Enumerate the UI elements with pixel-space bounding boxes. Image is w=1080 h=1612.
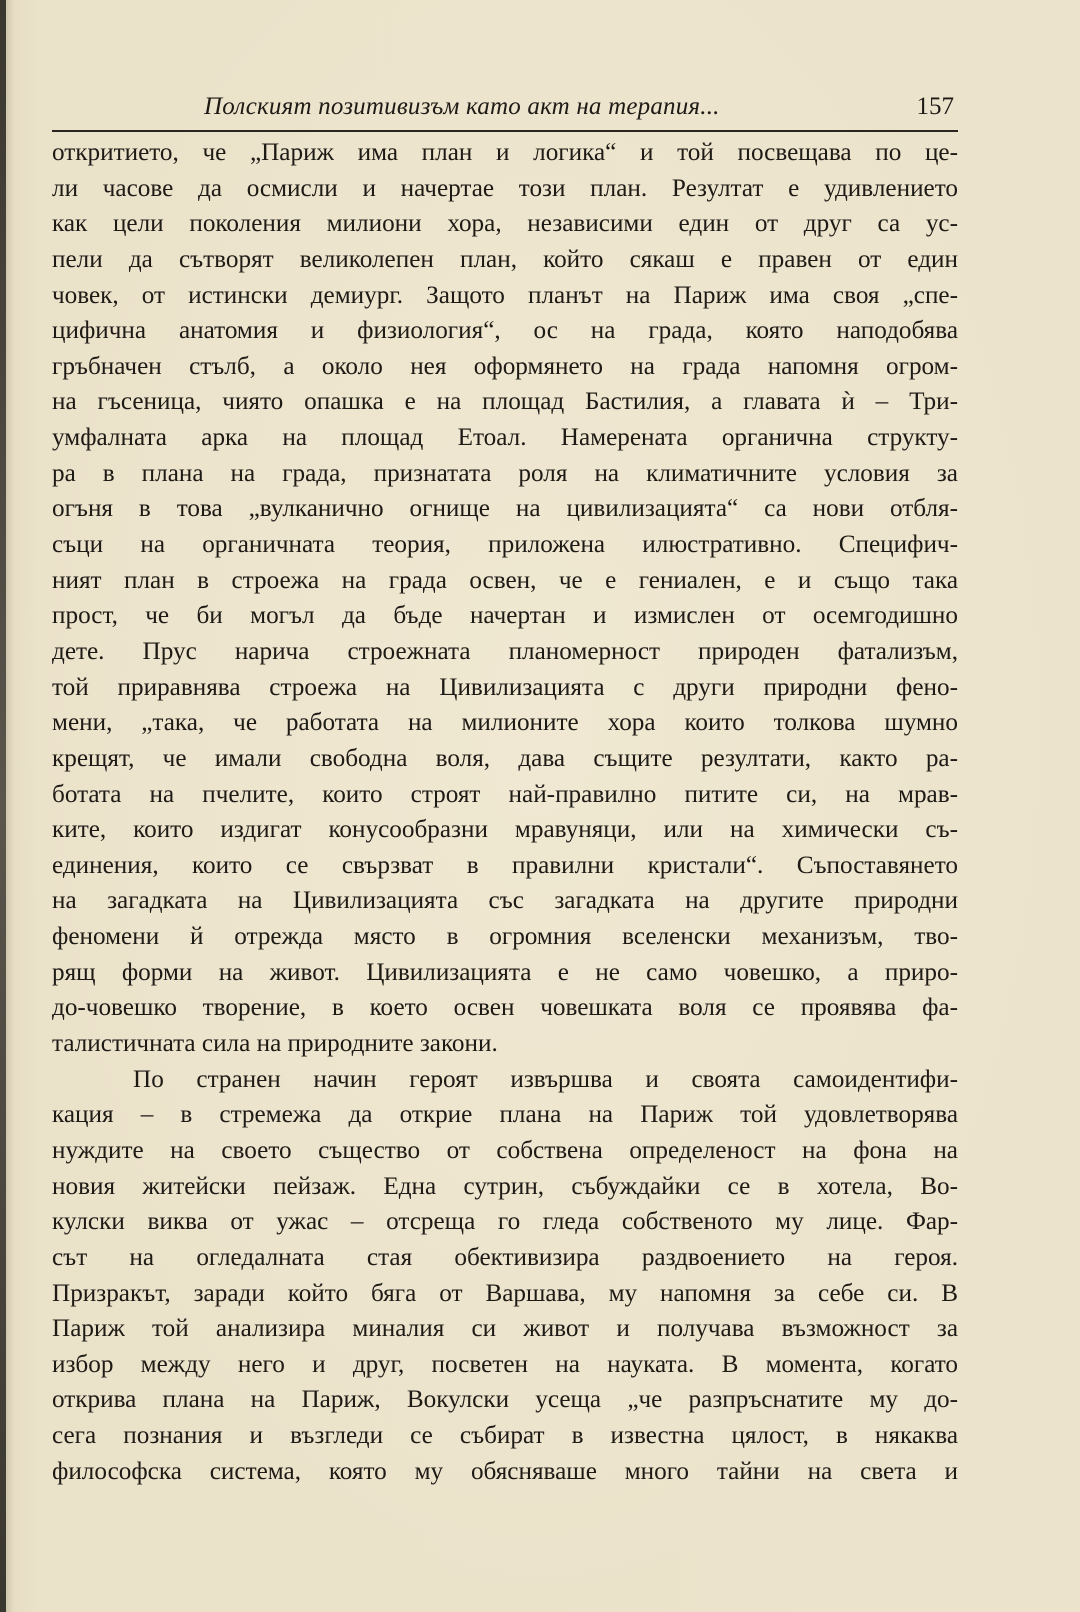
paragraph-end-line: талистичната сила на природните закони. <box>52 1030 498 1058</box>
text-line: феномени й отрежда място в огромния вселенски механизъм, тво- <box>52 923 958 951</box>
text-line: ботата на пчелите, които строят най-правилно питите си, на мрав- <box>52 780 958 808</box>
text-line: мени, „така, че работата на милионите хора които толкова шумно <box>52 709 958 737</box>
text-line: до-човешко творение, в което освен човешката воля се проявява фа- <box>52 994 958 1022</box>
paragraph-start-line: По странен начин героят извършва и своята самоидентифи- <box>133 1065 958 1093</box>
running-title: Полският позитивизъм като акт на терапия... <box>204 93 720 120</box>
body-text <box>52 135 958 1489</box>
text-line: на загадката на Цивилизацията със загадката на другите природни <box>52 887 958 915</box>
text-line: новия житейски пейзаж. Една сутрин, събуждайки се в хотела, Во- <box>52 1172 958 1200</box>
text-line: крещят, че имали свободна воля, дава същите резултати, както ра- <box>52 744 958 772</box>
text-line: сега познания и възгледи се събират в известна цялост, в някаква <box>52 1422 958 1450</box>
text-line: избор между него и друг, посветен на науката. В момента, когато <box>52 1350 958 1378</box>
text-line: ките, които издигат конусообразни мравуняци, или на химически съ- <box>52 816 958 844</box>
text-line: съци на органичната теория, приложена илюстративно. Специфич- <box>52 531 958 559</box>
text-line: огъня в това „вулканично огнище на цивилизацията“ са нови отбля- <box>52 495 958 523</box>
page-number: 157 <box>916 93 954 120</box>
text-line: човек, от истински демиург. Защото планът на Париж има своя „спе- <box>52 281 958 309</box>
text-line: кулски виква от ужас – отсреща го гледа собственото му лице. Фар- <box>52 1208 958 1236</box>
text-line: единения, които се свързват в правилни кристали“. Съпоставянето <box>52 851 958 879</box>
text-line: как цели поколения милиони хора, независими един от друг са ус- <box>52 210 958 238</box>
page-header <box>52 90 958 132</box>
text-line: ният план в строежа на града освен, че е гениален, е и също така <box>52 566 958 594</box>
text-line: той приравнява строежа на Цивилизацията с други природни фено- <box>52 673 958 701</box>
text-line: ли часове да осмисли и начертае този план. Резултат е удивлението <box>52 174 958 202</box>
text-line: цифична анатомия и физиология“, ос на града, която наподобява <box>52 317 958 345</box>
text-line: ра в плана на града, признатата роля на климатичните условия за <box>52 459 958 487</box>
book-spine-edge <box>0 0 6 1612</box>
text-line: кация – в стремежа да открие плана на Париж той удовлетворява <box>52 1101 958 1129</box>
text-line: прост, че би могъл да бъде начертан и измислен от осемгодишно <box>52 602 958 630</box>
text-line: откритието, че „Париж има план и логика“ и той посвещава по це- <box>52 139 958 166</box>
text-line: открива плана на Париж, Вокулски усеща „че разпръснатите му до- <box>52 1386 958 1414</box>
text-line: Париж той анализира миналия си живот и получава възможност за <box>52 1315 958 1343</box>
text-line: гръбначен стълб, а около нея оформянето на града напомня огром- <box>52 352 958 380</box>
text-line: пели да сътворят великолепен план, който сякаш е правен от един <box>52 245 958 273</box>
text-line: дете. Прус нарича строежната планомерност природен фатализъм, <box>52 637 958 665</box>
text-line: нуждите на своето същество от собствена определеност на фона на <box>52 1136 958 1164</box>
text-line: умфалната арка на площад Етоал. Намерената органична структу- <box>52 424 958 452</box>
text-line: рящ форми на живот. Цивилизацията е не само човешко, а приро- <box>52 958 958 986</box>
text-line: Призракът, заради който бяга от Варшава, му напомня за себе си. В <box>52 1279 958 1307</box>
text-line: сът на огледалната стая обективизира раздвоението на героя. <box>52 1243 958 1271</box>
text-line: на гъсеница, чиято опашка е на площад Бастилия, а главата ѝ – Три- <box>52 388 958 416</box>
text-line: философска система, която му обясняваше много тайни на света и <box>52 1457 958 1485</box>
